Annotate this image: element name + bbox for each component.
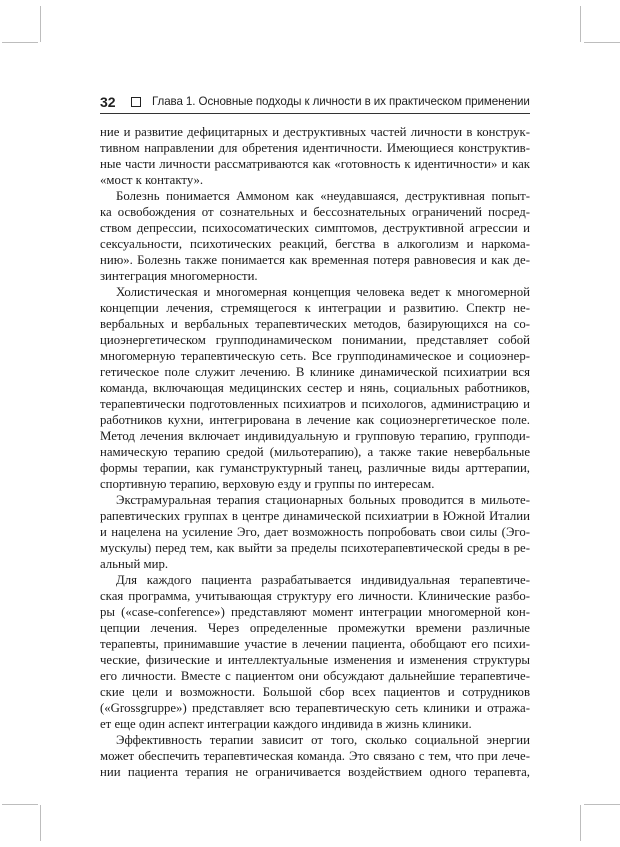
text-line: циоэнергетическом групподинамическом понимании, представляет собой (100, 333, 530, 347)
text-line: цепции лечения. Через определенные промежутки времени различные (100, 621, 530, 635)
page-number: 32 (100, 94, 116, 110)
text-line: гетическое поле служит лечению. В клинике динамической психиатрии вся (100, 365, 530, 379)
text-line: Для каждого пациента разрабатывается индивидуальная терапевтиче- (116, 573, 530, 587)
text-line: Холистическая и многомерная концепция человека ведет к многомерной (116, 285, 530, 299)
crop-mark-top-left (40, 6, 41, 42)
text-line: ет еще один аспект интеграции каждого индивида в жизнь клиники. (100, 717, 472, 731)
text-line: ские цели и возможности. Большой сбор всех пациентов и сотрудников (100, 685, 530, 699)
text-line: его личности. Вместе с пациентом они обсуждают дальнейшие терапевтиче- (100, 669, 530, 683)
text-line: Болезнь понимается Аммоном как «неудавшаяся, деструктивная попыт- (116, 189, 530, 203)
text-line: «мост к контакту». (100, 173, 204, 187)
text-line: работников кухни, интегрирована в лечение как социоэнергетическое поле. (100, 413, 530, 427)
text-line: ческие, физические и интеллектуальные изменения и изменения структуры (100, 653, 530, 667)
chapter-title: Глава 1. Основные подходы к личности в их практическом применении (152, 95, 530, 108)
text-line: мускулы) перед тем, как выйти за пределы психотерапевтической среды в ре- (100, 541, 530, 555)
text-line: нию». Болезнь также понимается как временная потеря равновесия и как де- (100, 253, 530, 267)
paragraph (100, 124, 530, 188)
text-line: ская программа, учитывающая структуру его личности. Клинические разбо- (100, 589, 530, 603)
body-text (100, 124, 530, 780)
text-line: ные части личности рассматриваются как «готовность к идентичности» и как (100, 157, 530, 171)
text-line: терапевты, принимавшие участие в лечении пациента, обобщают его психи- (100, 637, 530, 651)
text-line: и нацелена на усиление Эго, дает возможность попробовать свои силы (Эго- (100, 525, 530, 539)
text-line: ние и развитие дефицитарных и деструктивных частей личности в конструк- (100, 125, 530, 139)
crop-mark-bottom-left (40, 805, 41, 841)
paragraph (100, 732, 530, 780)
paragraph (100, 284, 530, 492)
crop-mark-bottom-left-h (2, 804, 38, 805)
text-line: ка освобождения от сознательных и бессознательных ограничений посред- (100, 205, 530, 219)
text-line: рапевтических группах в центре динамической психиатрии в Южной Италии (100, 509, 530, 523)
header-rule (100, 113, 530, 114)
square-bullet-icon (131, 97, 141, 107)
text-line: концепции лечения, стремящегося к интеграции и развитию. Спектр не- (100, 301, 530, 315)
running-header (100, 94, 530, 114)
text-line: команда, включающая медицинских сестер и нянь, социальных работников, (100, 381, 530, 395)
text-line: сексуальности, психотических реакций, бегства в алкоголизм и наркома- (100, 237, 530, 251)
text-line: Экстрамуральная терапия стационарных больных проводится в мильоте- (116, 493, 530, 507)
text-line: Метод лечения включает индивидуальную и групповую терапию, групподи- (100, 429, 530, 443)
crop-mark-bottom-right-h (584, 804, 620, 805)
crop-mark-top-right-h (584, 42, 620, 43)
text-line: ством депрессии, психосоматических симптомов, деструктивной агрессии и (100, 221, 530, 235)
text-line: альный мир. (100, 557, 169, 571)
crop-mark-top-left-h (2, 42, 38, 43)
text-line: нии пациента терапия не ограничивается воздействием одного терапевта, (100, 765, 530, 779)
text-line: терапевтически подготовленных психиатров и психологов, администрацию и (100, 397, 530, 411)
paragraph (100, 188, 530, 284)
text-line: намическую терапию средой (мильотерапию), а также такие невербальные (100, 445, 530, 459)
text-line: спортивную терапию, верховую езду и группы по интересам. (100, 477, 435, 491)
text-line: ры («case-conference») представляют момент интеграции многомерной кон- (100, 605, 530, 619)
text-line: многомерную терапевтическую сеть. Все групподинамическое и социоэнер- (100, 349, 530, 363)
crop-mark-top-right (580, 6, 581, 42)
text-line: может обеспечить терапевтическая команда. Это связано с тем, что при лече- (100, 749, 530, 763)
crop-mark-bottom-right (580, 805, 581, 841)
text-line: тивном направлении для обретения идентичности. Имеющиеся конструктив- (100, 141, 530, 155)
text-line: формы терапии, как гуманструктурный танец, различные виды арттерапии, (100, 461, 530, 475)
text-line: зинтеграция многомерности. (100, 269, 258, 283)
text-line: вербальных и вербальных терапевтических методов, базирующихся на со- (100, 317, 530, 331)
paragraph (100, 492, 530, 572)
paragraph (100, 572, 530, 732)
text-line: («Grossgruppe») представляет всю терапевтическую сеть клиники и отража- (100, 701, 530, 715)
text-line: Эффективность терапии зависит от того, сколько социальной энергии (116, 733, 530, 747)
